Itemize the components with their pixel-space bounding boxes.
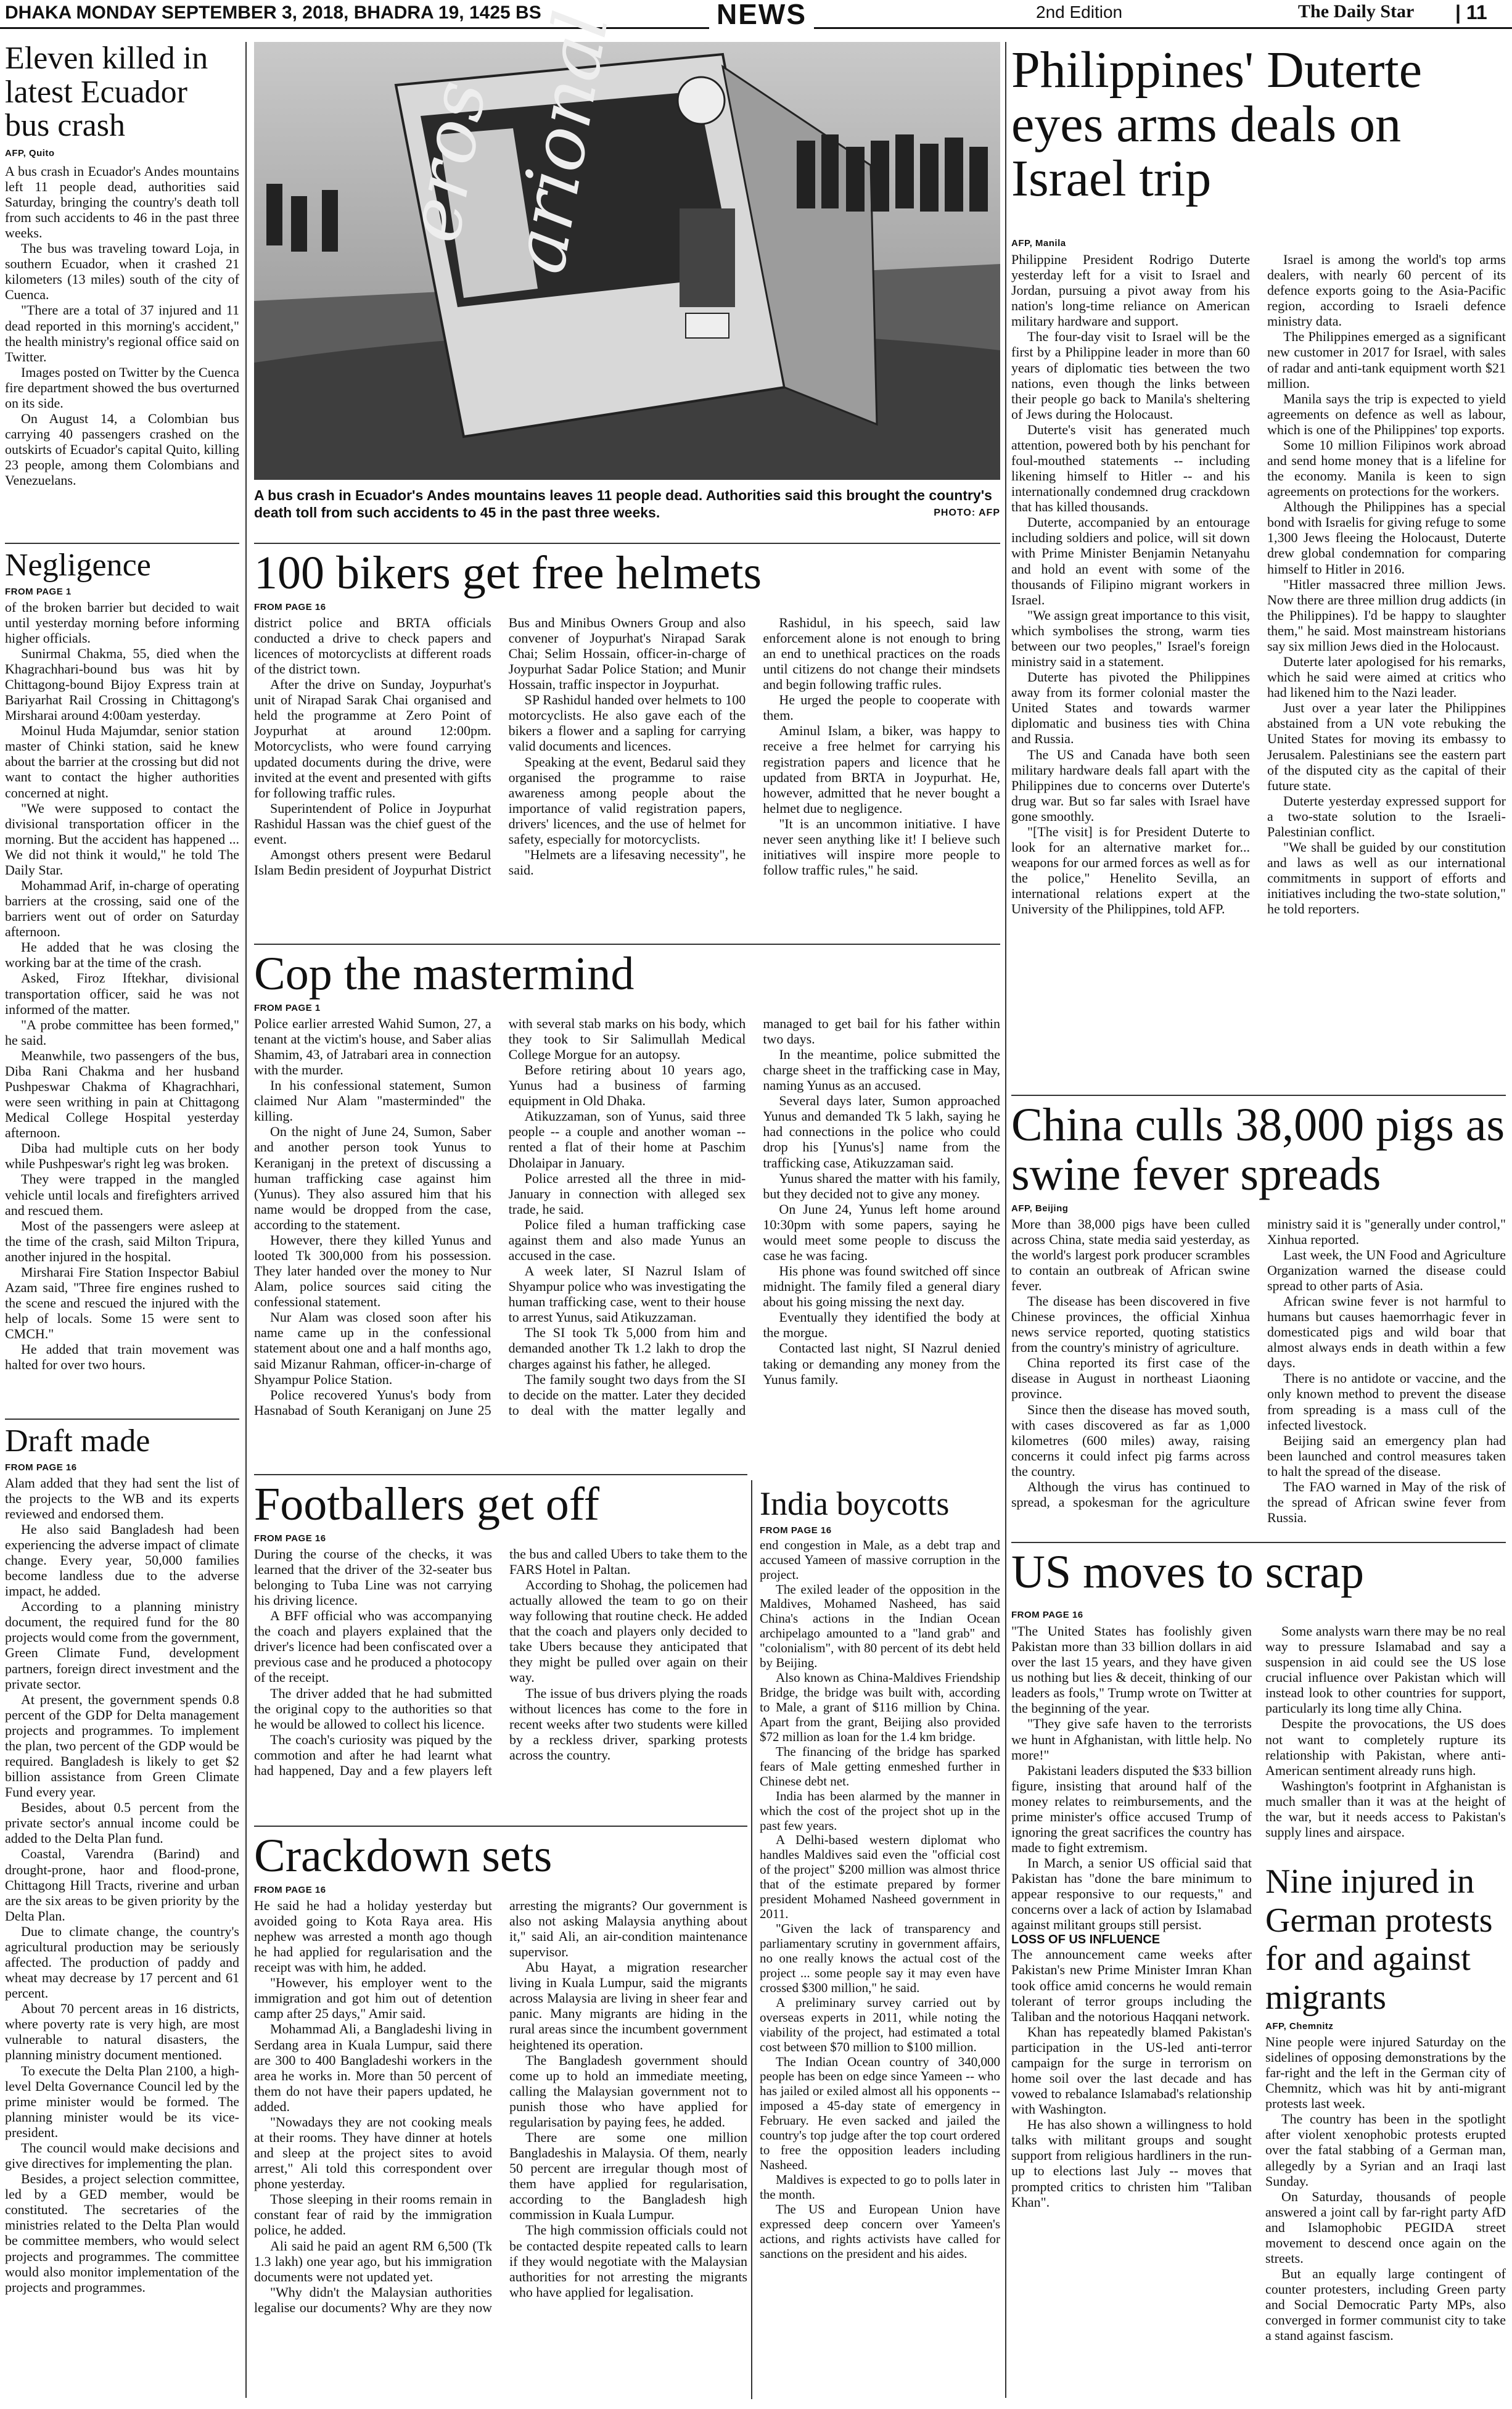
paragraph: A Delhi-based western diplomat who handles Maldives said even the "official cost of the project" $200 million was almost thrice that of the estimate prepared by former president Mohamed Nasheed government in 2011. <box>760 1832 1000 1922</box>
article-crackdown <box>254 1832 747 2385</box>
paragraph: Manila says the trip is expected to yield agreements on defence as well as labour, which is one of the Philippines' top exports. <box>1267 390 1506 437</box>
paragraph: Most of the passengers were asleep at the time of the crash, said Milton Tripura, another injured in the hospital. <box>5 1217 239 1264</box>
byline: FROM PAGE 16 <box>254 1884 326 1895</box>
paragraph: On Saturday, thousands of people answered a joint call by far-right party AfD and Islamophobic PEGIDA street movement to descend once again on the streets. <box>1265 2188 1506 2266</box>
paragraph: of the broken barrier but decided to wait until yesterday morning before informing higher officials. <box>5 599 239 646</box>
paragraph: Philippine President Rodrigo Duterte yesterday left for a visit to Israel and Jordan, pursuing a pivot away from his nation's long-time reliance on American military hardware and support. <box>1011 252 1250 329</box>
article-footballers <box>254 1480 747 1787</box>
headline: Crackdown sets <box>254 1830 553 1882</box>
paragraph: Rashidul, in his speech, said law enforcement alone is not enough to bring an end to unethical practices on the roads until citizens do not change their mindsets and begin following traffic rules. <box>763 614 1000 693</box>
paragraph: Although the Philippines has a special bond with Israelis for giving refuge to some 1,300 Jews fleeing the Holocaust, Duterte drew global condemnation for comparing himself to Hitler in 2016. <box>1267 499 1506 577</box>
paragraph: On June 24, Yunus left home around 10:30pm with some papers, saying he would meet some people to discuss the case he was facing. <box>763 1201 1000 1263</box>
byline: AFP, Manila <box>1011 238 1066 249</box>
paragraph: Mirsharai Fire Station Inspector Babiul Azam said, "Three fire engines rushed to the scene and rescued the injured with the help of locals. Some 15 were sent to CMCH." <box>5 1264 239 1342</box>
paragraph: Mohammad Ali, a Bangladeshi living in Serdang area in Kuala Lumpur, said there are 300 to 400 Bangladeshi workers in the area he works in. More than 50 percent of them do not have their papers updated, he added. <box>254 2021 492 2114</box>
article-body <box>254 1016 1000 1466</box>
article-draft <box>5 1425 239 2407</box>
byline: FROM PAGE 16 <box>760 1525 832 1536</box>
paragraph: Images posted on Twitter by the Cuenca fire department showed the bus overturned on its side. <box>5 364 239 411</box>
headline: India boycotts <box>760 1485 950 1522</box>
svg-text:arional: arional <box>495 5 626 280</box>
headline: Draft made <box>5 1423 150 1459</box>
paragraph: "Given the lack of transparency and parliamentary scrutiny in government affairs, no one really knows the actual cost of the project ... some people say it may even have crossed $300 million," he said. <box>760 1921 1000 1995</box>
paragraph: Atikuzzaman, son of Yunus, said three people -- a couple and another woman -- rented a flat of their home at Paschim Dholaipar in January. <box>508 1108 746 1171</box>
paragraph: district police and BRTA officials conducted a drive to check papers and licences of motorcyclists at different roads of the district town. <box>254 614 491 677</box>
article-germany <box>1265 1863 1506 2342</box>
paragraph: The coach's curiosity was piqued by the commotion and after he had learnt what had happened, Day and a few players left the bus and called Ubers to take them to the FARS Hotel in Paltan. <box>254 1546 747 1778</box>
us-body-continued <box>1265 1623 1506 1840</box>
paragraph: Several days later, Sumon approached Yunus and demanded Tk 5 lakh, saying he had connections in the police who could drop his [Yunus's] name from the trafficking case, Atikuzzaman said. <box>763 1093 1000 1171</box>
paragraph: Israel is among the world's top arms dealers, with nearly 60 percent of its defence exports going to the Asia-Pacific region, according to Israeli defence ministry data. <box>1267 252 1506 329</box>
headline: China culls 38,000 pigs as swine fever spreads <box>1011 1099 1505 1200</box>
masthead: The Daily Star <box>1298 1 1415 22</box>
paragraph: The financing of the bridge has sparked fears of Male getting enmeshed further in Chinese debt net. <box>760 1744 1000 1789</box>
paragraph: There is no antidote or vaccine, and the only known method to prevent the disease from spreading is a mass cull of the infected livestock. <box>1267 1370 1506 1433</box>
paragraph: "However, his employer went to the immigration and got him out of detention camp after 25 days," Amir said. <box>254 1975 492 2022</box>
page-header <box>0 0 1512 29</box>
paragraph: During the course of the checks, it was learned that the driver of the 32-seater bus belonging to Tuba Line was not carrying his driving licence. <box>254 1546 492 1608</box>
paragraph: "They give safe haven to the terrorists we hunt in Afghanistan, with little help. No more!" <box>1011 1716 1252 1763</box>
headline: Footballers get off <box>254 1478 600 1530</box>
article-body <box>5 163 239 509</box>
article-us <box>1011 1548 1506 1597</box>
byline: AFP, Chemnitz <box>1265 2020 1334 2032</box>
paragraph: On August 14, a Colombian bus carrying 40 passengers crashed on the outskirts of Ecuador's capital Quito, killing 23 people, among them Colombians and Venezuelans. <box>5 411 239 488</box>
paragraph: Asked, Firoz Iftekhar, divisional transportation officer, said he was not informed of the matter. <box>5 970 239 1017</box>
article-body <box>1011 1623 1252 1933</box>
paragraph: China reported its first case of the disease in August in northeast Liaoning province. <box>1011 1355 1250 1402</box>
article-body <box>5 599 239 1438</box>
paragraph: Yunus shared the matter with his family, but they decided not to give any money. <box>763 1170 1000 1201</box>
paragraph: Meanwhile, two passengers of the bus, Diba Rani Chakma and her husband Pushpeswar Chakma of Khagrachhari, were seen writhing in pain at Chittagong Medical College Hospital yesterday afternoon. <box>5 1047 239 1141</box>
paragraph: The country has been in the spotlight after violent xenophobic protests erupted over the fatal stabbing of a German man, allegedly by a Syrian and an Iraqi last Sunday. <box>1265 2111 1506 2189</box>
page-number: | 11 <box>1455 1 1487 23</box>
paragraph: Due to climate change, the country's agricultural production may be seriously affected. The production of paddy and wheat may decrease by 17 percent and 61 percent. <box>5 1923 239 2001</box>
paragraph: The Philippines emerged as a significant new customer in 2017 for Israel, with sales of radar and anti-tank equipment worth $21 million. <box>1267 329 1506 391</box>
paragraph: He added that train movement was halted for over two hours. <box>5 1341 239 1373</box>
paragraph: But an equally large contingent of counter protesters, including Green party and Social Democratic Party MPs, also converged in former communist city to take a stand against fascism. <box>1265 2266 1506 2344</box>
paragraph: There are some one million Bangladeshis in Malaysia. Of them, nearly 50 percent are irregular though most of them have applied for regularisation, according to the Bangladesh high commission in Kuala Lumpur. <box>509 2129 747 2223</box>
paragraph: Also known as China-Maldives Friendship Bridge, the bridge was built with, according to Male, a grant of $116 million by China. Apart from the grant, Beijing also provided $72 million as loan for the 1.4 km bridge. <box>760 1670 1000 1744</box>
paragraph: Police filed a human trafficking case against them and also made Yunus an accused in the case. <box>508 1216 746 1263</box>
paragraph: African swine fever is not harmful to humans but causes haemorrhagic fever in domesticated pigs and wild boar that almost always ends in death within a few days. <box>1267 1293 1506 1371</box>
paragraph: "We were supposed to contact the divisional transportation officer in the morning. But the accident has happened ... We did not think it would," he told The Daily Star. <box>5 800 239 878</box>
paragraph: At present, the government spends 0.8 percent of the GDP for Delta management projects and programmes. To implement the plan, two percent of the GDP would be required. Bangladesh is likely to get $2 billion assistance from Green Climate Fund every year. <box>5 1691 239 1800</box>
article-body <box>1265 2034 1506 2342</box>
paragraph: The issue of bus drivers plying the roads without licences has come to the fore in recent weeks after two students were killed by a reckless driver, sparking protests across the country. <box>509 1685 747 1763</box>
section-label: NEWS <box>709 0 814 31</box>
paragraph: Coastal, Varendra (Barind) and drought-prone, haor and flood-prone, Chittagong Hill Tracts, riverine and urban are the six areas to be given priority by the Delta Plan. <box>5 1846 239 1924</box>
paragraph: Besides, a project selection committee, led by a GED member, would be constituted. The secretaries of the ministries related to the Delta Plan would be committee members, who would select projects and programmes. The committee would also monitor implementation of the projects and programmes. <box>5 2171 239 2295</box>
paragraph: Before retiring about 10 years ago, Yunus had a business of farming equipment in Old Dhaka. <box>508 1062 746 1109</box>
paragraph: "We shall be guided by our constitution and laws as well as our international commitments in support of efforts and initiatives including the two-state solution," he told reporters. <box>1267 839 1506 917</box>
paragraph: Abu Hayat, a migration researcher living in Kuala Lumpur, said the migrants across Malaysia are living in sheer fear and panic. Many migrants are hiding in the rural areas since the incumbent government heightened its operation. <box>509 1959 747 2053</box>
paragraph: "Why didn't the Malaysian authorities legalise our documents? Why are they now arresting the migrants? Our government is also not asking Malaysia anything about it," said Ali, an air-condition maintenance supervisor. <box>254 1897 747 2315</box>
paragraph: A bus crash in Ecuador's Andes mountains left 11 people dead, authorities said Saturday, bringing the country's death toll from such accidents to 46 in the past three weeks. <box>5 163 239 241</box>
paragraph: Eventually they identified the body at the morgue. <box>763 1309 1000 1341</box>
paragraph: He added that he was closing the working bar at the time of the crash. <box>5 939 239 971</box>
paragraph: On the night of June 24, Sumon, Saber and another person took Yunus to Keraniganj in the pretext of discussing a human trafficking case against him (Yunus). They also assured him that his name would be dropped from the case, according to the statement. <box>254 1124 491 1232</box>
column-divider <box>245 42 247 2398</box>
paragraph: "Nowadays they are not cooking meals at their rooms. They have dinner at hotels and sleep at the project sites to avoid arrest," Ali told this correspondent over phone yesterday. <box>254 2114 492 2192</box>
paragraph: Duterte's visit has generated much attention, powered both by his penchant for foul-mouthed statements -- including likening himself to Hitler -- and his internationally condemned drug crackdown that has killed thousands. <box>1011 421 1250 515</box>
headline: Philippines' Duterte eyes arms deals on Israel trip <box>1011 41 1423 208</box>
paragraph: "[The visit] is for President Duterte to look for an alternative market for... weapons for our armed forces as well as for the police," Henelito Sevilla, an international relations expert at the University of the Philippines, told AFP. <box>1011 823 1250 917</box>
paragraph: Although the virus has continued to spread, a spokesman for the agriculture ministry said it is "generally under control," Xinhua reported. <box>1011 1216 1506 1510</box>
paragraph: He urged the people to cooperate with them. <box>763 692 1000 723</box>
headline: Negligence <box>5 548 151 583</box>
paragraph: The disease has been discovered in five Chinese provinces, the official Xinhua news service reported, quoting statistics from the country's ministry of agriculture. <box>1011 1293 1250 1356</box>
paragraph: The US and European Union have expressed deep concern over Yameen's actions, and rights activists have called for sanctions on the president and his aides. <box>760 2201 1000 2261</box>
paragraph: The driver added that he had submitted the original copy to the authorities so that he would be allowed to collect his licence. <box>254 1685 492 1732</box>
paragraph: To execute the Delta Plan 2100, a high-level Delta Governance Council led by the prime minister would be formed. The planning minister would be its vice-president. <box>5 2062 239 2140</box>
paragraph: Aminul Islam, a biker, was happy to receive a free helmet for carrying his registration papers and licence that he updated from BRTA in Joypurhat. He, however, admitted that he never bought a helmet due to negligence. <box>763 723 1000 816</box>
divider <box>254 944 1000 945</box>
paragraph: Beijing said an emergency plan had been launched and control measures taken to halt the spread of the disease. <box>1267 1432 1506 1479</box>
headline: Cop the mastermind <box>254 948 635 1000</box>
paragraph: According to a planning ministry document, the required fund for the 80 projects would come from the government, Green Climate Fund, development partners, foreign direct investment and the private sector. <box>5 1599 240 1692</box>
byline: FROM PAGE 16 <box>1011 1610 1083 1620</box>
byline: AFP, Beijing <box>1011 1203 1069 1214</box>
article-india <box>760 1486 1000 2383</box>
divider <box>5 543 239 544</box>
philippines-body <box>1011 252 1506 1090</box>
photo-credit: PHOTO: AFP <box>934 507 1000 518</box>
byline: FROM PAGE 16 <box>254 601 326 612</box>
paragraph: A preliminary survey carried out by overseas experts in 2011, while noting the viability of the project, had estimated a total cost between $70 million to $100 million. <box>760 1995 1000 2054</box>
photo-caption <box>254 487 1000 521</box>
paragraph: Nur Alam was closed soon after his name came up in the confessional statement about one and a half months ago, said Mizanur Rahman, officer-in-charge of Shyampur Police Station. <box>254 1309 491 1387</box>
byline: FROM PAGE 1 <box>254 1002 321 1013</box>
article-cop <box>254 950 1000 1466</box>
paragraph: Police arrested all the three in mid-January in connection with alleged sex trade, he said. <box>508 1170 746 1217</box>
paragraph: He also said Bangladesh had been experiencing the adverse impact of climate change. Every year, 50,000 families become landless due to the adverse impact, he added. <box>5 1521 239 1599</box>
us-body <box>1011 1623 1252 2397</box>
paragraph: "It is an uncommon initiative. I have never seen anything like it! I believe such initiatives will inspire more people to follow traffic rules," he said. <box>763 815 1000 878</box>
divider <box>254 1826 747 1827</box>
svg-text:eros: eros <box>390 74 504 249</box>
paragraph: Diba had multiple cuts on her body while Pushpeswar's right leg was broken. <box>5 1140 239 1172</box>
paragraph: India has been alarmed by the manner in which the cost of the project shot up in the past few years. <box>760 1788 1000 1833</box>
paragraph: The exiled leader of the opposition in the Maldives, Mohamed Nasheed, has said China's actions in the Indian Ocean archipelago amounted to a "land grab" and "colonialism", with 80 percent of its debt held by Beijing. <box>760 1581 1000 1671</box>
paragraph: Police recovered Yunus's body from Hasnabad of South Keraniganj on June 25 with several stab marks on his body, which they took to Sir Salimullah Medical College Morgue for an autopsy. <box>254 1015 746 1418</box>
article-body <box>254 1898 747 2385</box>
paragraph: The Indian Ocean country of 340,000 people has been on edge since Yameen -- who has jailed or exiled almost all his opponents -- imposed a 45-day state of emergency in February. He even sacked and jailed the country's top judge after the top court ordered to free the opposition leaders including Nasheed. <box>760 2054 1000 2173</box>
headline: Eleven killed in latest Ecuador bus crash <box>5 41 208 144</box>
paragraph: Duterte has pivoted the Philippines away from its former colonial master the United States and towards warmer diplomatic and business ties with China and Russia. <box>1011 669 1250 747</box>
paragraph: According to Shohag, the policemen had actually allowed the team to go on their way following that routine check. He added that the coach and players only decided to take Ubers because they anticipated that they might be pulled over again on their way. <box>509 1576 747 1686</box>
divider <box>5 1419 239 1420</box>
paragraph: He has also shown a willingness to hold talks with militant groups and sought support from religious hardliners in the run-up to elections last July -- moves that prompted critics to christen him "Taliban Khan". <box>1011 2117 1252 2210</box>
paragraph: Mohammad Arif, in-charge of operating barriers at the crossing, said one of the barriers went out of order on Saturday afternoon. <box>5 878 239 940</box>
paragraph: Khan has repeatedly blamed Pakistan's participation in the US-led anti-terror campaign for the surge in terrorism on home soil over the last decade and has vowed to rebalance Islamabad's relationship with Washington. <box>1011 2024 1252 2117</box>
paragraph: Some 10 million Filipinos work abroad and send home money that is a lifeline for the economy. Manila is keen to sign agreements on protections for the workers. <box>1267 437 1506 500</box>
paragraph: The SI took Tk 5,000 from him and demanded another Tk 1.2 lakh to drop the charges against his father, he alleged. <box>508 1325 746 1372</box>
paragraph: Duterte, accompanied by an entourage including soldiers and police, will sit down with Prime Minister Benjamin Netanyahu and hold an event with some of the thousands of Filipino migrant workers in Israel. <box>1011 514 1250 607</box>
divider <box>254 1474 747 1475</box>
byline: FROM PAGE 16 <box>5 1462 77 1473</box>
article-bikers <box>254 549 1000 923</box>
paragraph: A BFF official who was accompanying the coach and players explained that the driver's licence had been confiscated over a previous case and he produced a photocopy of the receipt. <box>254 1608 492 1686</box>
paragraph: Ali said he paid an agent RM 6,500 (Tk 1.3 lakh) one year ago, but his immigration documents were not updated yet. <box>254 2238 492 2284</box>
paragraph: SP Rashidul handed over helmets to 100 motorcyclists. He also gave each of the bikers a flower and a sapling for carrying valid documents and licences. <box>508 692 746 754</box>
paragraph: Pakistani leaders disputed the $33 billion figure, insisting that around half of the money relates to reimbursements, and the prime minister's office accused Trump of ignoring the great sacrifices the country has made to fight extremism. <box>1011 1762 1252 1856</box>
article-body <box>1011 1216 1506 1549</box>
paragraph: A week later, SI Nazrul Islam of Shyampur police who was investigating the human trafficking case, went to their house to arrest Yunus, said Atikuzzaman. <box>508 1263 746 1325</box>
paragraph: They were trapped in the mangled vehicle until locals and firefighters arrived and rescued them. <box>5 1171 239 1218</box>
paragraph: The Bangladesh government should come up to hold an immediate meeting, calling the Malaysian government not to punish those who have applied for regularisation by paying fees, he added. <box>509 2052 747 2130</box>
headline: 100 bikers get free helmets <box>254 547 762 599</box>
paragraph: Just over a year later the Philippines abstained from a UN vote rebuking the United States for moving its embassy to Jerusalem. Palestinians see the eastern part of the disputed city as the capital of their future state. <box>1267 700 1506 793</box>
dateline: DHAKA MONDAY SEPTEMBER 3, 2018, BHADRA 19, 1425 BS <box>5 2 541 23</box>
paragraph: Some analysts warn there may be no real way to pressure Islamabad and say a suspension in aid could see the US lose crucial influence over Pakistan which will instead look to other countries for support, particularly its long time ally China. <box>1265 1623 1506 1716</box>
paragraph: "We assign great importance to this visit, which symbolises the strong, warm ties between our two peoples," Israel's foreign ministry said in a statement. <box>1011 607 1250 670</box>
paragraph: Nine people were injured Saturday on the sidelines of opposing demonstrations by the far-right and the left in the German city of Chemnitz, which was hit by anti-migrant protests last week. <box>1265 2033 1506 2112</box>
paragraph: The announcement came weeks after Pakistan's new Prime Minister Imran Khan took office amid concerns he would remain tolerant of terror groups including the Taliban and the notorious Haqqani network. <box>1011 1946 1252 2024</box>
paragraph: The bus was traveling toward Loja, in southern Ecuador, when it crashed 21 kilometers (13 miles) south of the city of Cuenca. <box>5 241 239 303</box>
article-body <box>5 1475 239 2407</box>
paragraph: Speaking at the event, Bedarul said they organised the programme to raise awareness among people about the importance of valid registration papers, drivers' licences, and the use of helmet for safety, especially for motorcyclists. <box>508 754 746 847</box>
divider <box>1011 1095 1506 1096</box>
subhead: LOSS OF US INFLUENCE <box>1011 1932 1161 1946</box>
article-negligence <box>5 549 239 1438</box>
paragraph: However, there they killed Yunus and looted Tk 300,000 from his possession. They later handed over the money to Nur Alam, police sources said citing the confessional statement. <box>254 1232 491 1310</box>
paragraph: The FAO warned in May of the risk of the spread of African swine fever from Russia. <box>1267 1478 1506 1526</box>
paragraph: "There are a total of 37 injured and 11 dead reported in this morning's accident," the health ministry's regional office said on Twitter. <box>5 302 239 364</box>
paragraph: Besides, about 0.5 percent from the private sector's annual income could be added to the Delta Plan fund. <box>5 1800 239 1847</box>
paragraph: After the drive on Sunday, Joypurhat's unit of Nirapad Sarak Chai organised and held the programme at Zero Point of Joypurhat at around 12:00pm. Motorcyclists, who were found carrying updated documents during the drive, were invited at the event and presented with gifts for following traffic rules. <box>254 677 491 801</box>
headline: US moves to scrap <box>1011 1546 1365 1598</box>
paragraph: In his confessional statement, Sumon claimed Nur Alam "masterminded" the killing. <box>254 1077 491 1124</box>
caption-text: A bus crash in Ecuador's Andes mountains leaves 11 people dead. Authorities said this brought the country's death toll from such accidents to 45 in the past three weeks. <box>254 487 992 521</box>
article-philippines <box>1011 43 1505 207</box>
headline: Nine injured in German protests for and against migrants <box>1265 1863 1493 2017</box>
paragraph: Sunirmal Chakma, 55, died when the Khagrachhari-bound bus was hit by Chittagong-bound Bijoy Express train at Bariyarhat Rail Crossing in Chittagong's Mirsharai around 4:00am yesterday. <box>5 645 239 723</box>
article-china <box>1011 1101 1506 1549</box>
paragraph: "Helmets are a lifesaving necessity", he said. <box>508 846 746 878</box>
paragraph: Contacted last night, SI Nazrul denied taking or demanding any money from the Yunus family. <box>763 1340 1000 1387</box>
article-ecuador <box>5 42 239 509</box>
paragraph: Last week, the UN Food and Agriculture Organization warned the disease could spread to other parts of Asia. <box>1267 1246 1506 1293</box>
paragraph: His phone was found switched off since midnight. The family filed a general diary about his going missing the next day. <box>763 1263 1000 1310</box>
divider <box>1011 1542 1506 1543</box>
paragraph: The four-day visit to Israel will be the first by a Philippine leader in more than 60 years of diplomatic ties between the two nations, even though the links between their people go back to Manila's sheltering of Jews during the Holocaust. <box>1011 329 1250 422</box>
paragraph: "A probe committee has been formed," he said. <box>5 1016 239 1048</box>
paragraph: Despite the provocations, the US does not want to completely rupture its relationship with Pakistan, where anti-American sentiment already runs high. <box>1265 1716 1506 1778</box>
edition-label: 2nd Edition <box>1036 2 1123 22</box>
byline: FROM PAGE 1 <box>5 586 72 597</box>
paragraph: More than 38,000 pigs have been culled across China, state media said yesterday, as the world's largest pork producer scrambles to contain an outbreak of African swine fever. <box>1011 1216 1250 1293</box>
article-body <box>254 615 1000 923</box>
paragraph: Superintendent of Police in Joypurhat Rashidul Hassan was the chief guest of the event. <box>254 800 491 847</box>
paragraph: The family sought two days from the SI to decide on the matter. Later they decided to deal with the matter legally and managed to get bail for his father within two days. <box>508 1015 1000 1418</box>
paragraph: "The United States has foolishly given Pakistan more than 33 billion dollars in aid over the last 15 years, and they have given us nothing but lies & deceit, thinking of our leaders as fools," Trump wrote on Twitter at the beginning of the year. <box>1011 1623 1252 1716</box>
paragraph: Those sleeping in their rooms remain in constant fear of raid by the immigration police, he added. <box>254 2191 492 2238</box>
paragraph: In March, a senior US official said that Pakistan has "done the bare minimum to appear responsive to our requests," and concerns over a lack of action by Islamabad against militant groups still persist. <box>1011 1855 1252 1933</box>
paragraph: Moinul Huda Majumdar, senior station master of Chinki station, said he knew about the barrier at the crossing but did not want to contact the higher authorities concerned at night. <box>5 723 239 801</box>
paragraph: Maldives is expected to go to polls later in the month. <box>760 2172 1000 2202</box>
paragraph: Duterte yesterday expressed support for a two-state solution to the Israeli-Palestinian conflict. <box>1267 793 1506 839</box>
article-body-2 <box>1011 1946 1252 2209</box>
paragraph: The high commission officials could not be contacted despite repeated calls to learn if they would negotiate with the Malaysian authorities for not arresting the migrants who have applied for legalisation. <box>509 2222 747 2300</box>
divider <box>254 543 1000 544</box>
byline: FROM PAGE 16 <box>254 1533 326 1544</box>
paragraph: Since then the disease has moved south, with cases discovered as far as 1,000 kilometres (600 miles) away, raising concerns it could infect pig farms across the country. <box>1011 1401 1250 1479</box>
byline: AFP, Quito <box>5 147 55 159</box>
column-divider <box>1005 42 1006 2398</box>
paragraph: In the meantime, police submitted the charge sheet in the trafficking case in May, naming Yunus as an accused. <box>763 1046 1000 1093</box>
paragraph: Alam added that they had sent the list of the projects to the WB and its experts reviewed and endorsed them. <box>5 1475 239 1522</box>
article-body <box>760 1538 1000 2383</box>
article-body <box>254 1546 747 1787</box>
paragraph: Police earlier arrested Wahid Sumon, 27, a tenant at the victim's house, and Saber alias Shamim, 43, of Jatrabari area in connection with the murder. <box>254 1015 491 1078</box>
paragraph: "Hitler massacred three million Jews. Now there are three million drug addicts (in the Philippines). I'd be happy to slaughter them," he said. Most mainstream historians say six million Jews died in the Holocaust. <box>1267 576 1506 654</box>
paragraph: The council would make decisions and give directives for implementing the plan. <box>5 2139 239 2172</box>
paragraph: Amongst others present were Bedarul Islam Bedin president of Joypurhat District Bus and Minibus Owners Group and also convener of Joypurhat's Nirapad Sarak Chai; Selim Hossain, officer-in-charge of Joypurhat Sadar Police Station; and Munir Hossain, traffic inspector in Joypurhat. <box>254 614 746 878</box>
paragraph: Washington's footprint in Afghanistan is much smaller than it was at the height of the war, but it needs access to Pakistan's supply lines and airspace. <box>1265 1777 1506 1840</box>
paragraph: About 70 percent areas in 16 districts, where poverty rate is very high, are most vulnerable to natural disasters, the planning ministry document mentioned. <box>5 2001 239 2063</box>
column-divider <box>751 1480 752 2399</box>
paragraph: Duterte later apologised for his remarks, which he said were aimed at critics who had likened him to the Nazi leader. <box>1267 654 1506 701</box>
paragraph: He said he had a holiday yesterday but avoided going to Kota Raya area. His nephew was arrested a month ago though he had applied for regularisation and the receipt was with him, he added. <box>254 1897 492 1975</box>
paragraph: The US and Canada have both seen military hardware deals fall apart with the Philippines due to concerns over Duterte's drug war. But so far sales with Israel have gone smoothly. <box>1011 746 1250 824</box>
paragraph: end congestion in Male, as a debt trap and accused Yameen of massive corruption in the project. <box>760 1537 1000 1582</box>
